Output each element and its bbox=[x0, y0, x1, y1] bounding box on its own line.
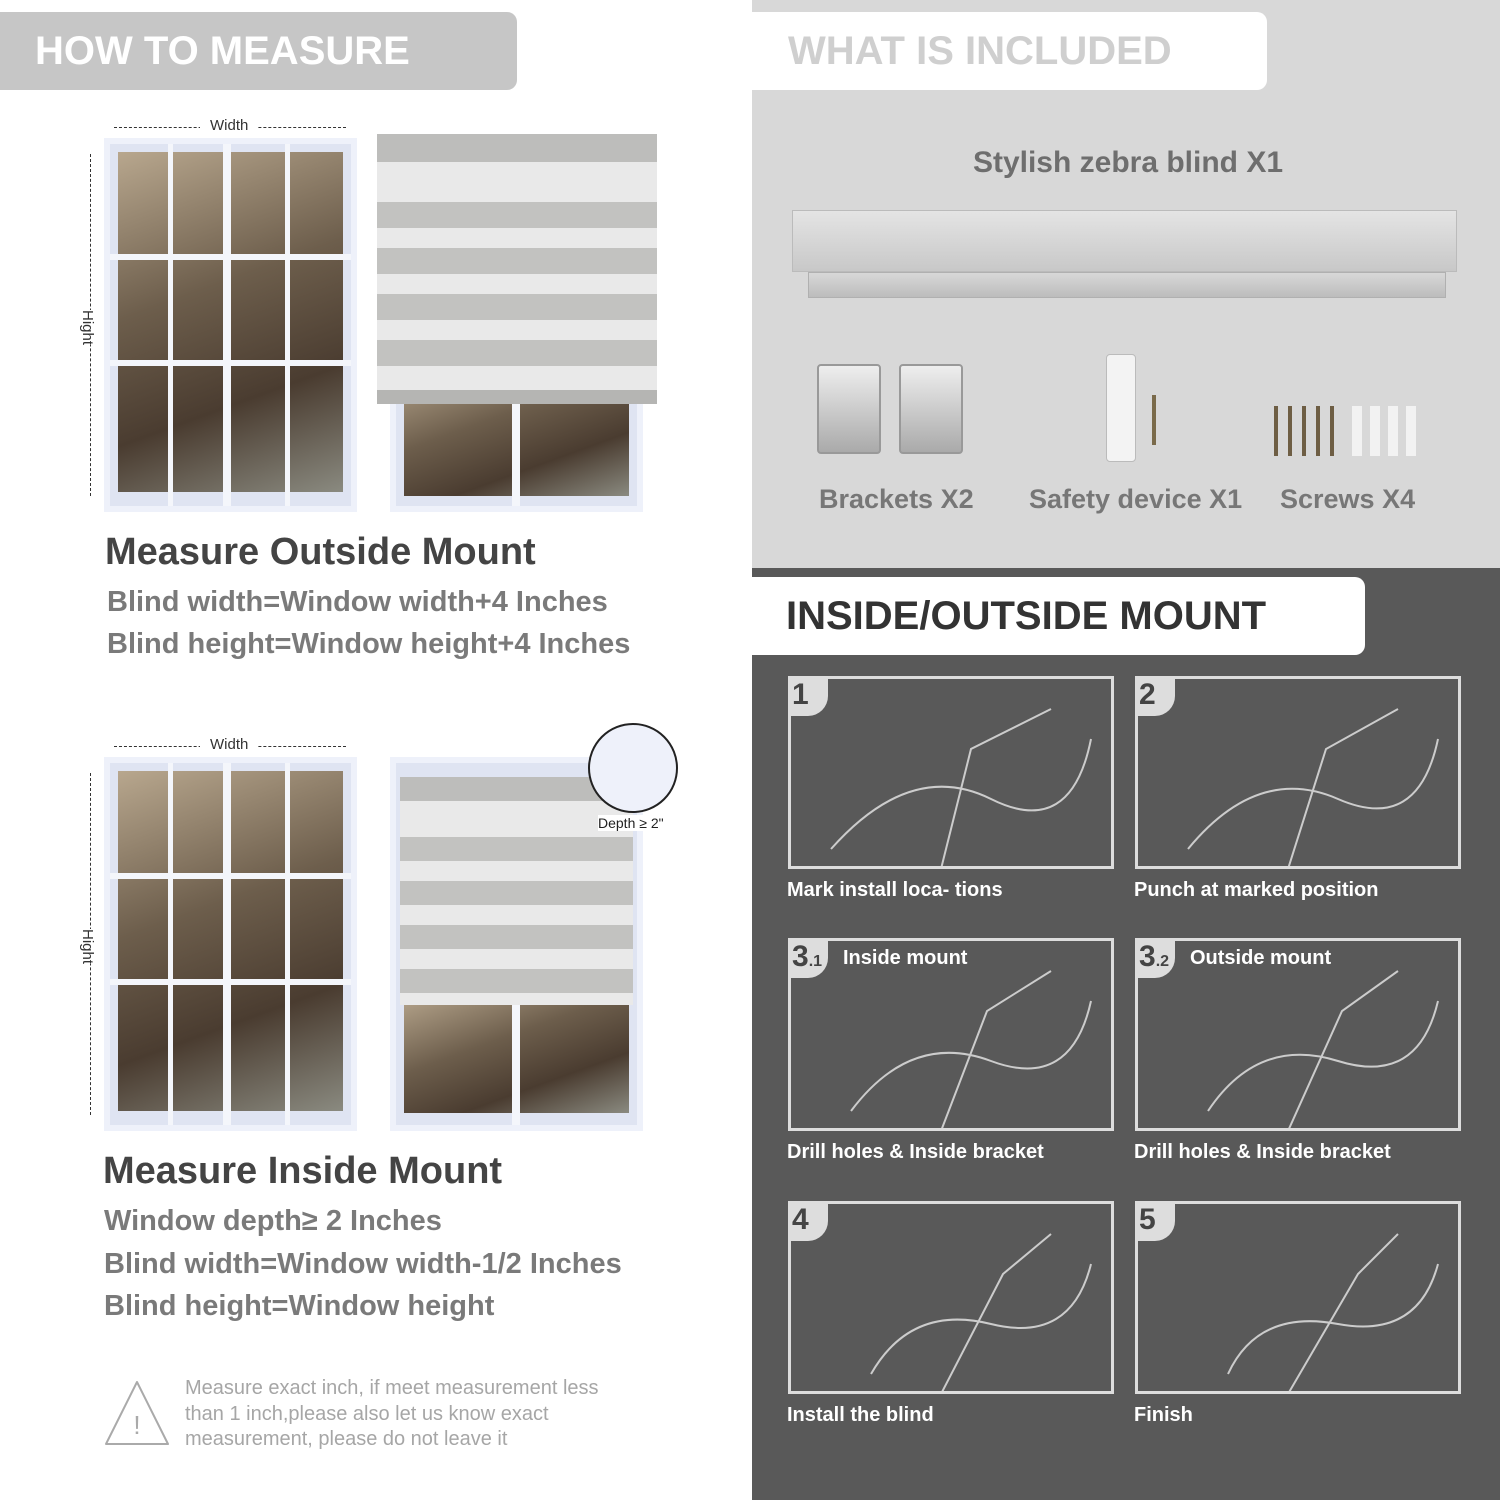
width-label: Width bbox=[200, 736, 258, 753]
inside-rule-depth: Window depth≥ 2 Inches bbox=[104, 1205, 442, 1237]
inside-mount-diagram bbox=[0, 729, 700, 1139]
step-number: 3.2 bbox=[1135, 938, 1175, 978]
step-panel bbox=[788, 676, 1114, 869]
step-panel bbox=[1135, 676, 1461, 869]
step-title: Inside mount bbox=[843, 947, 968, 969]
depth-detail-circle bbox=[588, 723, 678, 813]
bracket-icon bbox=[817, 364, 881, 454]
safety-device-label: Safety device X1 bbox=[1029, 484, 1243, 514]
screws-icon bbox=[1274, 406, 1336, 456]
warning-line: measurement, please do not leave it bbox=[185, 1428, 508, 1450]
step-caption: Install the blind bbox=[787, 1404, 934, 1426]
window-illustration bbox=[104, 757, 357, 1131]
warning-triangle-icon bbox=[103, 1378, 171, 1448]
screw-icon bbox=[1152, 395, 1156, 445]
outside-rule-width: Blind width=Window width+4 Inches bbox=[107, 586, 608, 618]
warning-text bbox=[185, 1376, 599, 1453]
zebra-blind-illustration bbox=[377, 134, 657, 404]
step-number: 4 bbox=[788, 1201, 828, 1241]
inside-rule-width: Blind width=Window width-1/2 Inches bbox=[104, 1248, 622, 1280]
inside-rule-height: Blind height=Window height bbox=[104, 1290, 495, 1322]
wall-anchors-icon bbox=[1352, 406, 1422, 456]
outside-mount-diagram bbox=[0, 110, 700, 520]
safety-device-icon bbox=[1106, 354, 1136, 462]
outside-mount-title: Measure Outside Mount bbox=[105, 531, 536, 573]
step-caption: Mark install loca- tions bbox=[787, 879, 1003, 901]
step-caption: Drill holes & Inside bracket bbox=[787, 1141, 1044, 1163]
step-caption: Punch at marked position bbox=[1134, 879, 1379, 901]
step-number: 2 bbox=[1135, 676, 1175, 716]
how-to-measure-header: HOW TO MEASURE bbox=[0, 12, 517, 90]
main-item-label: Stylish zebra blind X1 bbox=[972, 146, 1284, 179]
window-with-inside-blind bbox=[390, 757, 643, 1131]
screws-label: Screws X4 bbox=[1280, 484, 1416, 514]
bottom-rail-illustration bbox=[808, 272, 1446, 298]
mount-header: INSIDE/OUTSIDE MOUNT bbox=[752, 577, 1365, 655]
inside-mount-title: Measure Inside Mount bbox=[103, 1150, 503, 1192]
step-panel bbox=[788, 1201, 1114, 1394]
height-label: Hight bbox=[75, 929, 100, 964]
svg-text:!: ! bbox=[133, 1410, 141, 1440]
bracket-icon bbox=[899, 364, 963, 454]
whats-included-header: WHAT IS INCLUDED bbox=[752, 12, 1267, 90]
width-label: Width bbox=[200, 117, 258, 134]
window-illustration bbox=[104, 138, 357, 512]
step-number: 3.1 bbox=[788, 938, 828, 978]
step-number: 5 bbox=[1135, 1201, 1175, 1241]
step-panel bbox=[1135, 938, 1461, 1131]
step-panel bbox=[788, 938, 1114, 1131]
height-label: Hight bbox=[75, 310, 100, 345]
step-title: Outside mount bbox=[1190, 947, 1332, 969]
step-panel bbox=[1135, 1201, 1461, 1394]
warning-line: than 1 inch,please also let us know exact bbox=[185, 1402, 549, 1425]
step-caption: Finish bbox=[1134, 1404, 1193, 1426]
step-illustration bbox=[1138, 1204, 1461, 1394]
warning-line: Measure exact inch, if meet measurement less bbox=[185, 1377, 599, 1399]
step-number: 1 bbox=[788, 676, 828, 716]
brackets-label: Brackets X2 bbox=[819, 484, 974, 514]
step-illustration bbox=[791, 679, 1114, 869]
outside-rule-height: Blind height=Window height+4 Inches bbox=[107, 628, 631, 660]
step-illustration bbox=[791, 1204, 1114, 1394]
step-illustration bbox=[1138, 679, 1461, 869]
step-caption: Drill holes & Inside bracket bbox=[1134, 1141, 1391, 1163]
depth-label: Depth ≥ 2" bbox=[598, 815, 664, 831]
headrail-illustration bbox=[792, 210, 1457, 272]
